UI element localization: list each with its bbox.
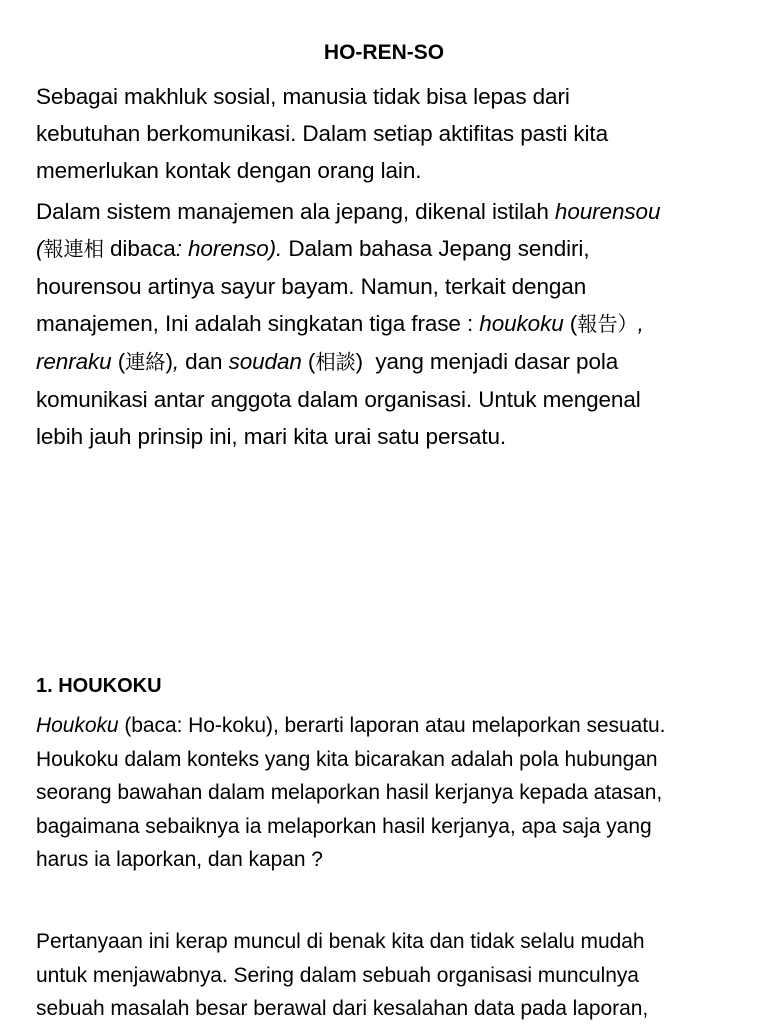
italic-term: Houkoku — [36, 714, 119, 737]
italic-run: , — [172, 349, 180, 374]
kanji-term: 相談 — [315, 350, 356, 374]
text-line: sebuah masalah besar berawal dari kesalahan data pada laporan, — [36, 997, 649, 1020]
text-line: memerlukan kontak dengan orang lain. — [36, 158, 422, 183]
italic-term: hourensou — [554, 199, 661, 224]
text-run: Dalam sistem manajemen ala jepang, dikenal istilah — [36, 199, 555, 224]
text-run: dan — [179, 349, 229, 374]
text-run: Dalam bahasa Jepang sendiri, — [282, 236, 590, 261]
text-run: manajemen, Ini adalah singkatan tiga frase : — [36, 311, 480, 336]
italic-term: renraku — [36, 349, 112, 374]
text-line: Sebagai makhluk sosial, manusia tidak bisa lepas dari — [36, 84, 570, 109]
text-line: komunikasi antar anggota dalam organisasi. Untuk mengenal — [36, 387, 641, 412]
horenso-concept-paragraph — [36, 193, 752, 455]
text-line — [36, 230, 752, 268]
text-line: hourensou artinya sayur bayam. Namun, terkait dengan — [36, 274, 587, 299]
text-line — [36, 305, 752, 343]
text-line: Pertanyaan ini kerap muncul di benak kita dan tidak selalu mudah — [36, 930, 645, 953]
text-line: lebih jauh prinsip ini, mari kita urai satu persatu. — [36, 424, 507, 449]
text-line: harus ia laporkan, dan kapan ? — [36, 848, 323, 871]
text-line: untuk menjawabnya. Sering dalam sebuah organisasi munculnya — [36, 963, 639, 987]
document-title: HO-REN-SO — [323, 41, 445, 64]
text-run: ( — [111, 349, 126, 374]
kanji-term: 連絡 — [125, 350, 166, 374]
text-line: seorang bawahan dalam melaporkan hasil kerjanya kepada atasan, — [36, 781, 663, 804]
italic-run: : horenso). — [175, 236, 283, 261]
text-line: kebutuhan berkomunikasi. Dalam setiap aktifitas pasti kita — [36, 121, 608, 146]
text-run: (baca: Ho-koku), berarti laporan atau melaporkan sesuatu. — [118, 714, 666, 737]
kanji-term: 報連相 — [43, 237, 104, 261]
italic-term: soudan — [228, 349, 302, 374]
text-line — [36, 709, 752, 743]
italic-run: ( — [36, 236, 44, 261]
text-run: dibaca — [103, 236, 176, 261]
text-line: bagaimana sebaiknya ia melaporkan hasil kerjanya, apa saja yang — [36, 814, 652, 838]
text-run: ( — [563, 311, 578, 336]
text-run: ( — [301, 349, 316, 374]
text-line: Houkoku dalam konteks yang kita bicarakan adalah pola hubungan — [36, 747, 658, 771]
intro-paragraph — [36, 78, 752, 189]
section-heading-houkoku: 1. HOUKOKU — [36, 675, 162, 697]
text-line — [36, 343, 752, 381]
kanji-term: 報告） — [577, 312, 638, 336]
houkoku-paragraph — [36, 709, 752, 877]
text-run: ) yang menjadi dasar pola — [355, 349, 619, 374]
italic-run: , — [637, 311, 644, 336]
italic-term: houkoku — [479, 311, 564, 336]
question-paragraph — [36, 925, 752, 1026]
text-run: ) — [165, 349, 173, 374]
text-line — [36, 193, 752, 230]
